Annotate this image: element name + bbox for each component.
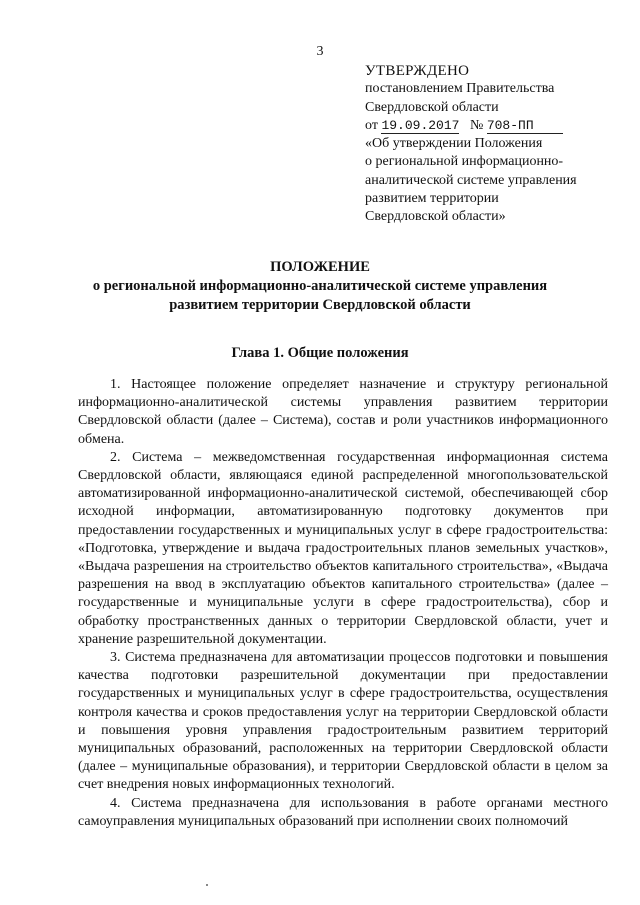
- title-line-2: развитием территории Свердловской области: [169, 297, 471, 313]
- scan-speck: [206, 884, 208, 886]
- approval-line-2: Свердловской области: [365, 99, 499, 115]
- approval-about-5: Свердловской области»: [365, 209, 506, 225]
- title-heading: ПОЛОЖЕНИЕ: [270, 259, 370, 275]
- approval-date: 19.09.2017: [381, 117, 460, 133]
- approval-number: 708-ПП: [487, 119, 563, 134]
- paragraph-1: 1. Настоящее положение определяет назначение и структуру региональной информационно-аналитической системы управления развитием территории Свердловской области (далее – Система), состав и роли участников информационного обмена.: [78, 377, 608, 447]
- from-label: от: [365, 117, 378, 133]
- approval-date-number: [365, 117, 615, 135]
- page-number: 3: [316, 44, 324, 59]
- chapter-heading: Глава 1. Общие положения: [231, 345, 409, 361]
- document-title: [60, 258, 580, 315]
- approval-about-4: развитием территории: [365, 191, 499, 207]
- body-text: [78, 376, 608, 831]
- approval-about-3: аналитической системе управления: [365, 172, 577, 188]
- approval-about-1: «Об утверждении Положения: [365, 136, 543, 152]
- approval-line-1: постановлением Правительства: [365, 81, 555, 97]
- paragraph-4: 4. Система предназначена для использования в работе органами местного самоуправления муниципальных образований при исполнении своих полномочий: [78, 795, 608, 829]
- title-line-1: о региональной информационно-аналитической системе управления: [92, 278, 548, 294]
- approval-stamp: [365, 62, 615, 227]
- approval-about-2: о региональной информационно-: [365, 154, 564, 170]
- number-label: №: [469, 117, 484, 133]
- paragraph-3: 3. Система предназначена для автоматизации процессов подготовки и повышения качества подготовки разрешительной документации при предоставлении государственных и муниципальных услуг в сфере градостроительства, осуществления контроля качества и сроков предоставления услуг на территории Свердловской области и повышения уровня управления градостроительным развитием территорий муниципальных образований, расположенных на территории Свердловской области (далее – муниципальные образования), и территории Свердловской области в целом за счет внедрения новых информационных технологий.: [78, 650, 608, 793]
- approval-heading: УТВЕРЖДЕНО: [365, 63, 470, 79]
- paragraph-2: 2. Система – межведомственная государственная информационная система Свердловской области, являющаяся единой распределенной многопользовательской автоматизированной информационно-аналитической системой, обеспечивающей сбор исходной информации, автоматизированную подготовку документов при предоставлении государственных и муниципальных услуг в сфере градостроительства: «Подготовка, утверждение и выдача градостроительных планов земельных участков», «Выдача разрешения на строительство объектов капитального строительства», «Выдача разрешения на ввод в эксплуатацию объектов капитального строительства» (далее – государственные и муниципальные услуги в сфере градостроительства), сбор и обработку пространственных данных о территории Свердловской области, учет и хранение разрешительной документации.: [78, 449, 608, 647]
